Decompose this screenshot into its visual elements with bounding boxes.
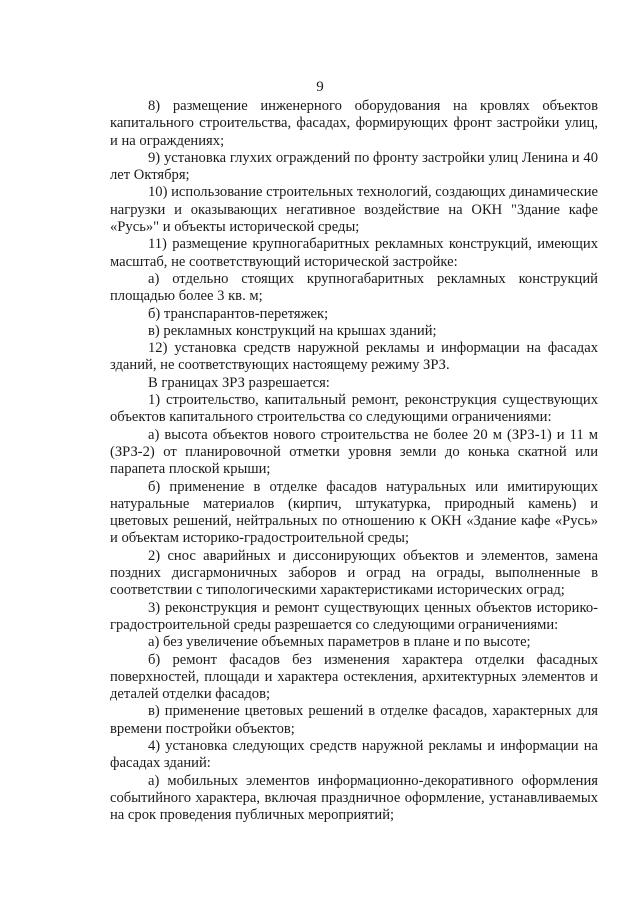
paragraph-subitem-11b: б) транспарантов-перетяжек; — [148, 305, 329, 322]
paragraph-item-10: 10) использование строительных технологий, создающих динамические нагрузки и оказывающих негативное воздействие на ОКН "Здание кафе «Русь»" и объекты исторической среды; — [110, 184, 598, 236]
document-body — [110, 98, 598, 824]
paragraph-subitem-11a: а) отдельно стоящих крупногабаритных рекламных конструкций площадью более 3 кв. м; — [110, 270, 598, 305]
paragraph-permitted-1: 1) строительство, капитальный ремонт, реконструкция существующих объектов капитального строительства со следующими ограничениями: — [110, 392, 598, 426]
paragraph-permitted-1a: а) высота объектов нового строительства не более 20 м (ЗРЗ-1) и 11 м (ЗРЗ-2) от планировочной отметки уровня земли до конька скатной или парапета плоской крыши; — [110, 426, 598, 478]
paragraph-item-9: 9) установка глухих ограждений по фронту застройки улиц Ленина и 40 лет Октября; — [110, 149, 598, 184]
paragraph-item-8: 8) размещение инженерного оборудования на кровлях объектов капитального строительства, фасадах, формирующих фронт застройки улиц, и на ограждениях; — [110, 98, 598, 149]
paragraph-permitted-2: 2) снос аварийных и диссонирующих объектов и элементов, замена поздних дисгармоничных заборов и оград на ограды, выполненные в соответствии с типологическими характеристиками исторических оград; — [110, 547, 598, 599]
paragraph-permitted-3: 3) реконструкция и ремонт существующих ценных объектов историко-градостроительной среды разрешается со следующими ограничениями: — [110, 599, 598, 633]
paragraph-permitted-3c: в) применение цветовых решений в отделке фасадов, характерных для времени постройки объектов; — [110, 703, 598, 737]
paragraph-permitted-3a: а) без увеличение объемных параметров в плане и по высоте; — [148, 634, 531, 651]
paragraph-item-12: 12) установка средств наружной рекламы и информации на фасадах зданий, не соответствующих настоящему режиму ЗРЗ. — [110, 340, 598, 374]
section-heading-permitted: В границах ЗРЗ разрешается: — [148, 374, 330, 391]
paragraph-permitted-4a: а) мобильных элементов информационно-декоративного оформления событийного характера, включая праздничное оформление, устанавливаемых на срок проведения публичных мероприятий; — [110, 772, 598, 824]
paragraph-permitted-4: 4) установка следующих средств наружной рекламы и информации на фасадах зданий: — [110, 737, 598, 772]
paragraph-permitted-3b: б) ремонт фасадов без изменения характера отделки фасадных поверхностей, площади и характера остекления, архитектурных элементов и деталей отделки фасадов; — [110, 651, 598, 703]
paragraph-item-11: 11) размещение крупногабаритных рекламных конструкций, имеющих масштаб, не соответствующий исторической застройке: — [110, 236, 598, 270]
paragraph-subitem-11c: в) рекламных конструкций на крышах зданий; — [148, 322, 437, 339]
page-number: 9 — [316, 79, 324, 95]
paragraph-permitted-1b: б) применение в отделке фасадов натуральных или имитирующих натуральные материалов (кирпич, штукатурка, природный камень) и цветовых решений, нейтральных по отношению к ОКН «Здание кафе «Русь» и объектам историко-градостроительной среды; — [110, 478, 598, 547]
